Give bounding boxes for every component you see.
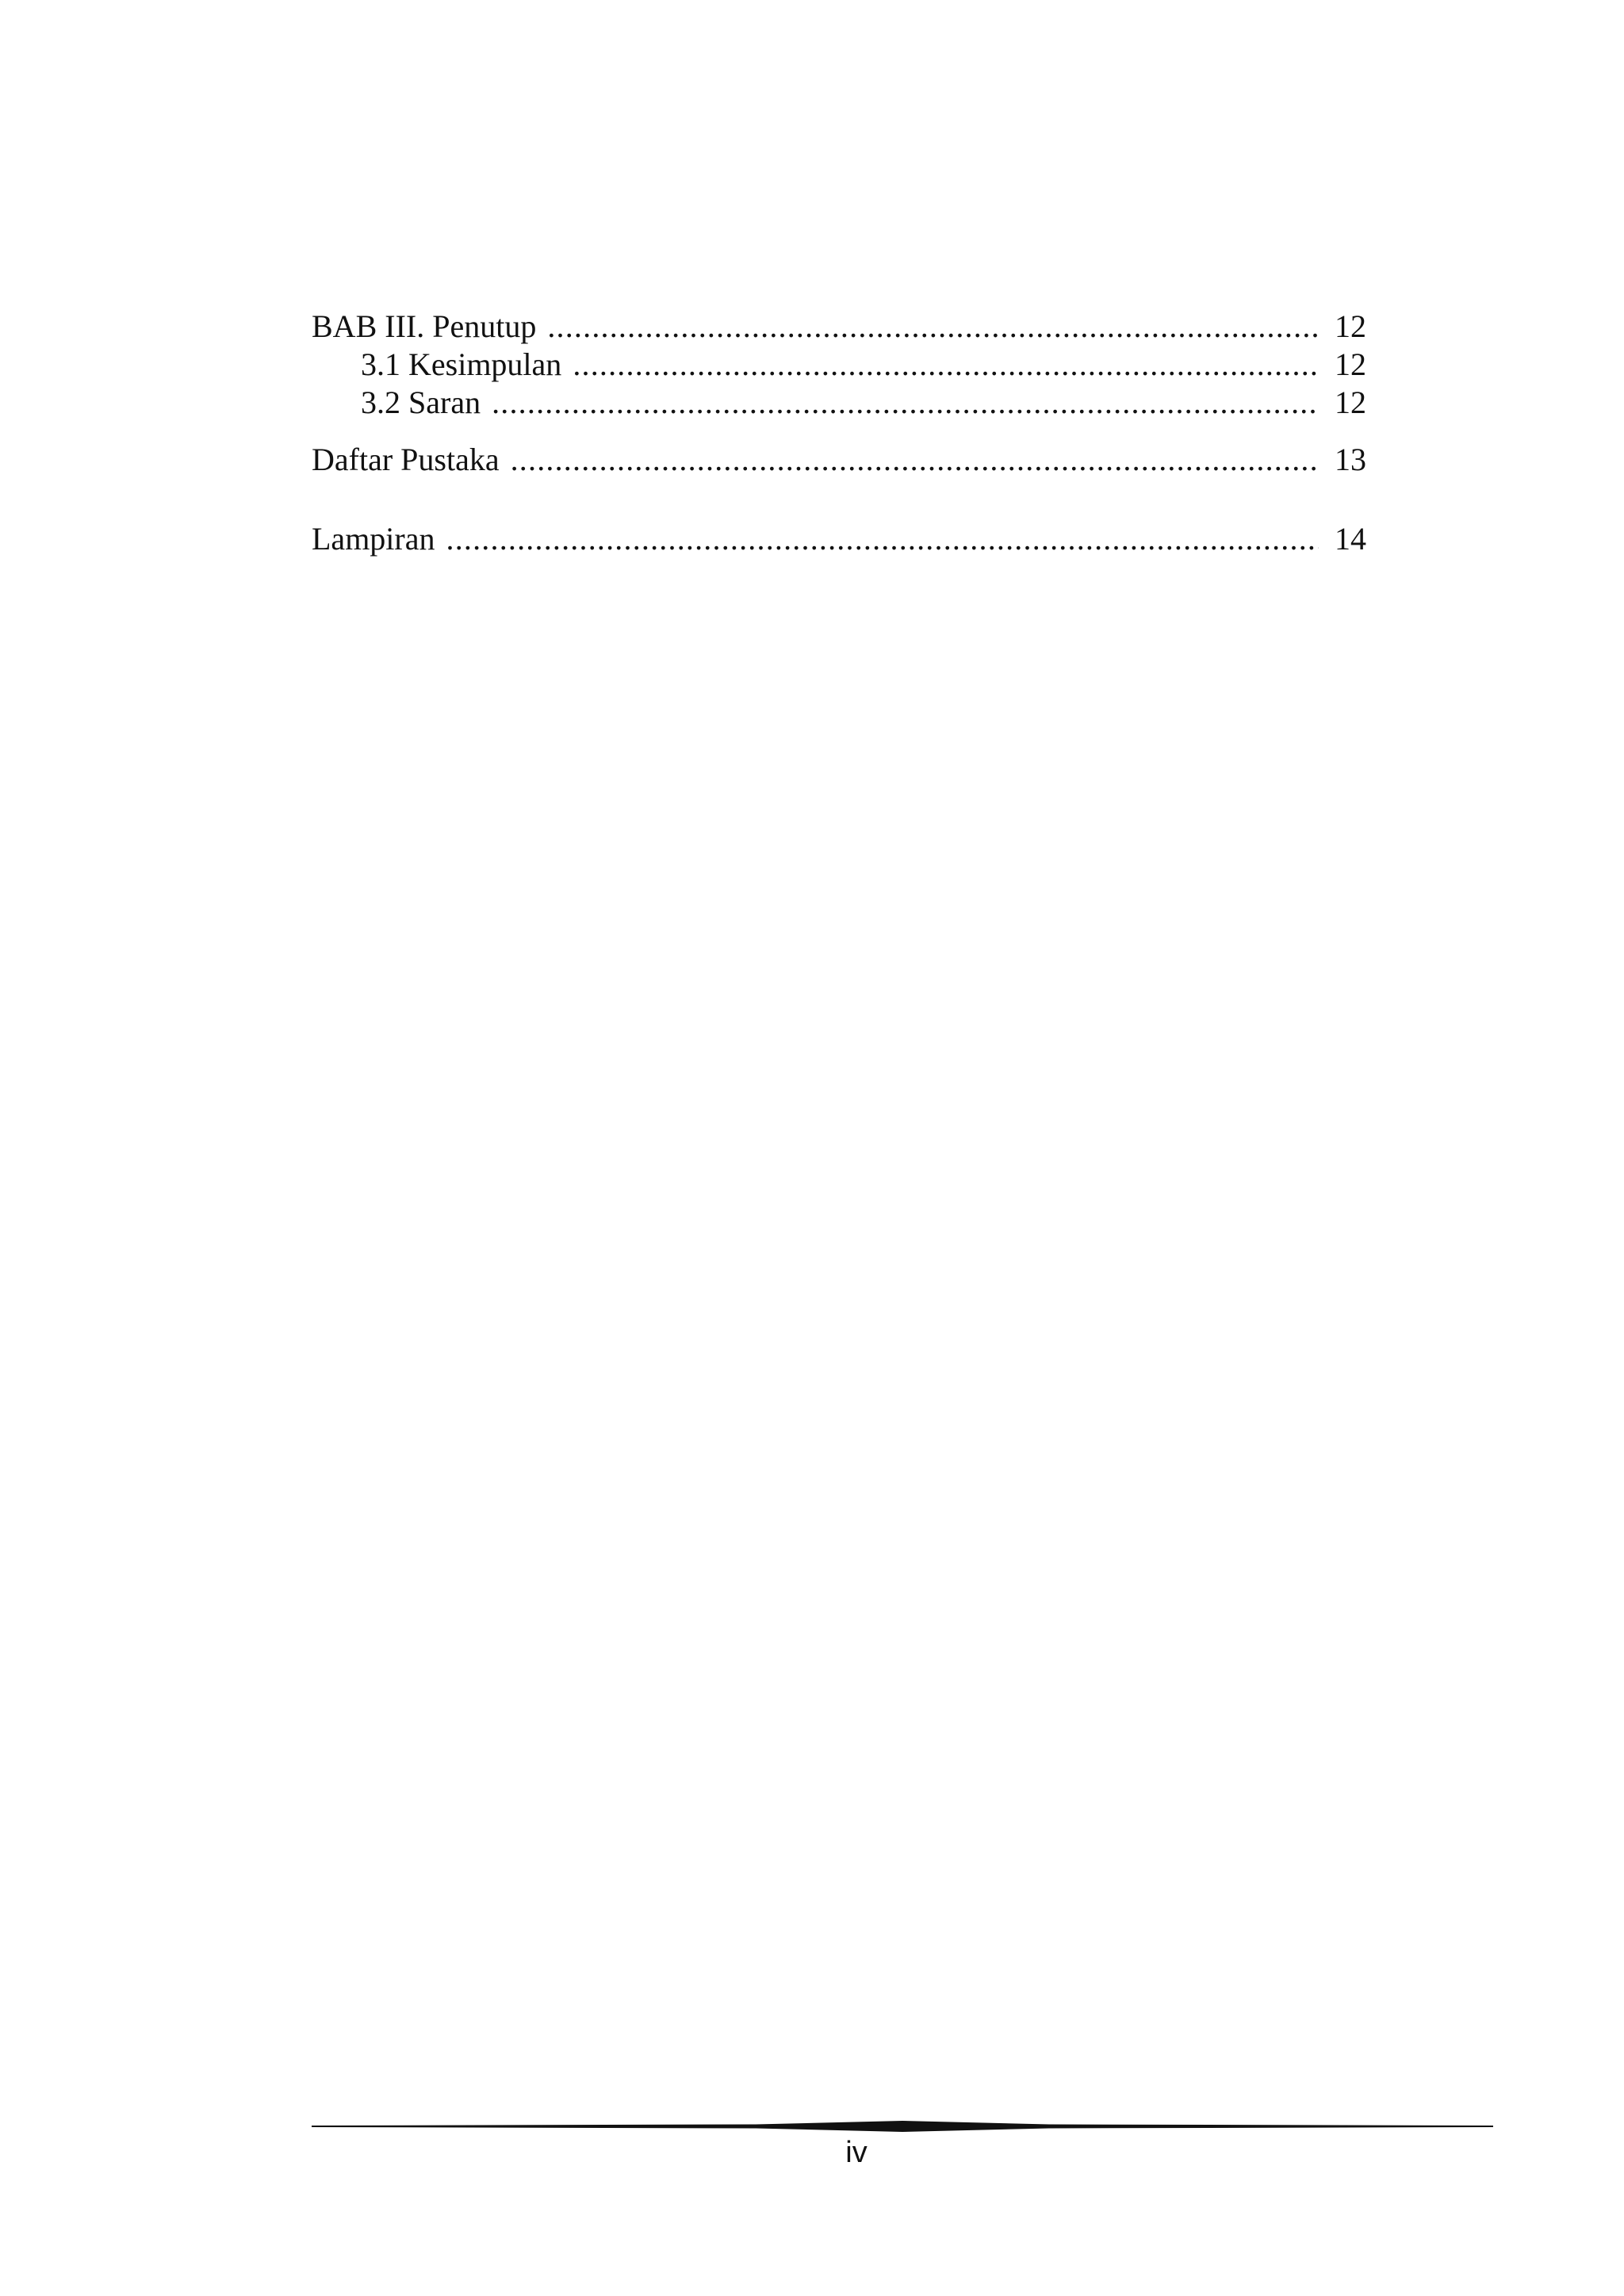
toc-leader-dots bbox=[511, 441, 1319, 479]
toc-entry-page: 12 bbox=[1335, 346, 1366, 382]
toc-spacer bbox=[312, 479, 1366, 520]
footer-divider-shape bbox=[312, 2121, 1493, 2132]
toc-entry-page: 12 bbox=[1335, 308, 1366, 344]
toc-entry-kesimpulan[interactable] bbox=[312, 346, 1366, 384]
toc-leader-dots bbox=[446, 520, 1320, 558]
toc-leader-dots bbox=[547, 308, 1319, 346]
toc-leader-dots bbox=[492, 384, 1319, 422]
toc-entry-daftar-pustaka[interactable] bbox=[312, 441, 1366, 479]
toc-entry-label: Daftar Pustaka bbox=[312, 442, 500, 477]
page-number: iv bbox=[845, 2136, 868, 2169]
toc-leader-dots bbox=[573, 346, 1319, 384]
toc-entry-label: BAB III. Penutup bbox=[312, 308, 537, 344]
footer-divider bbox=[312, 2117, 1493, 2136]
toc-entry-label: Lampiran bbox=[312, 521, 435, 557]
toc-entry-lampiran[interactable] bbox=[312, 520, 1366, 558]
table-of-contents bbox=[312, 308, 1366, 558]
toc-entry-page: 12 bbox=[1335, 385, 1366, 420]
toc-entry-label: 3.1 Kesimpulan bbox=[361, 346, 562, 382]
toc-entry-page: 14 bbox=[1335, 521, 1366, 557]
toc-entry-page: 13 bbox=[1335, 442, 1366, 477]
toc-entry-saran[interactable] bbox=[312, 384, 1366, 422]
toc-spacer bbox=[312, 422, 1366, 441]
toc-entry-bab-iii[interactable] bbox=[312, 308, 1366, 346]
toc-entry-label: 3.2 Saran bbox=[361, 385, 481, 420]
